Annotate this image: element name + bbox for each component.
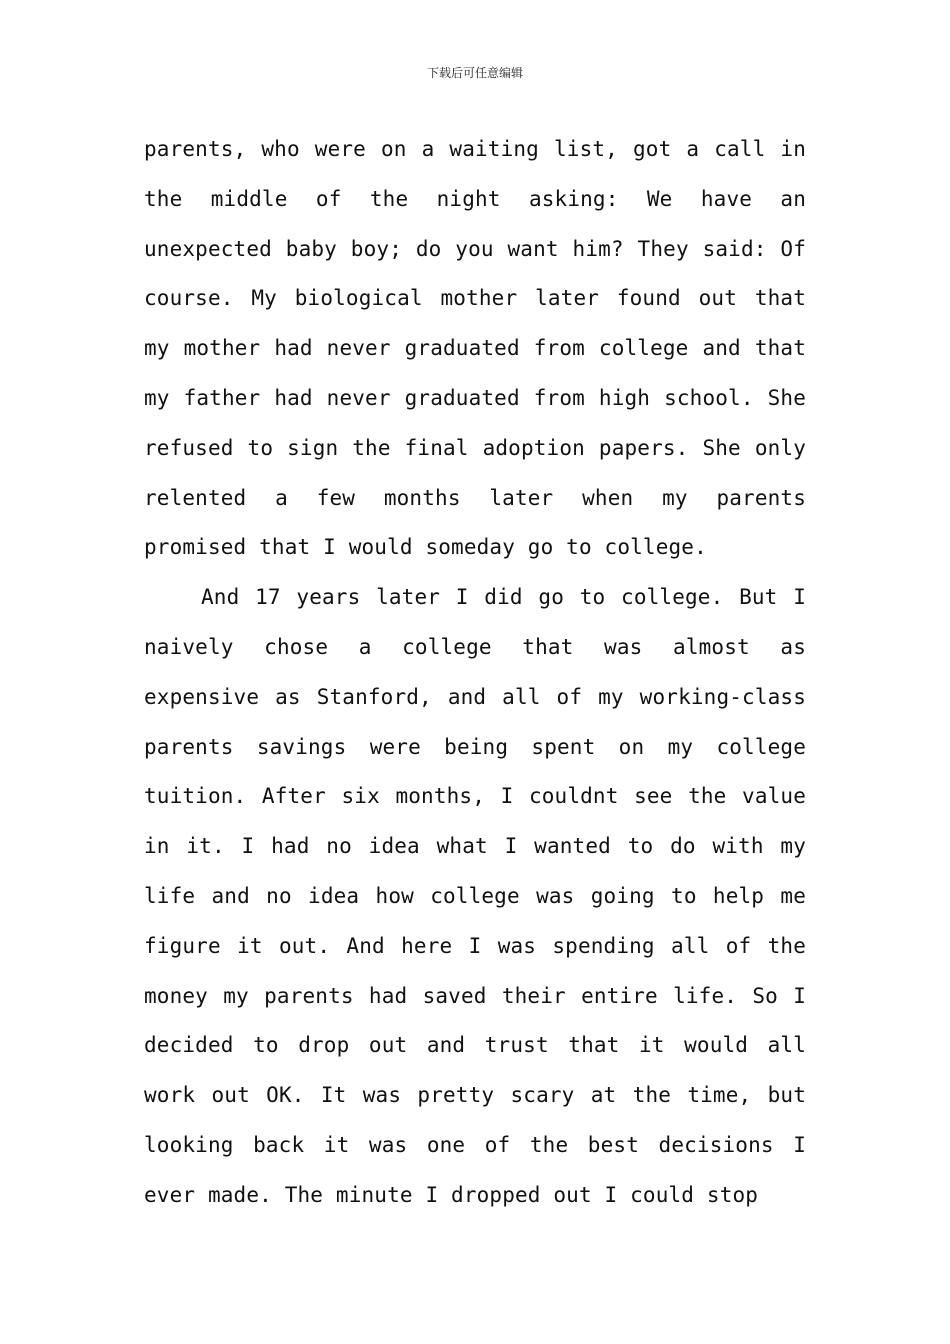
paragraph-adoption: parents, who were on a waiting list, got a call in the middle of the night asking: We have an unexpected baby boy; do you want him? They said: Of course. My biological mother later found out that my mother had never graduated from college and that my father had never graduated from high school. She refused to sign the final adoption papers. She only relented a few months later when my parents promised that I would someday go to college. [144,137,806,560]
page-header: 下载后可任意编辑 [426,66,523,80]
paragraph-college: And 17 years later I did go to college. But I naively chose a college that was almost as expensive as Stanford, and all of my working-class parents savings were being spent on my college tuition. After six months, I couldnt see the value in it. I had no idea what I wanted to do with my life and no idea how college was going to help me figure it out. And here I was spending all of the money my parents had saved their entire life. So I decided to drop out and trust that it would all work out OK. It was pretty scary at the time, but looking back it was one of the best decisions I ever made. The minute I dropped out I could stop [144,585,806,1207]
document-body [144,125,806,1221]
